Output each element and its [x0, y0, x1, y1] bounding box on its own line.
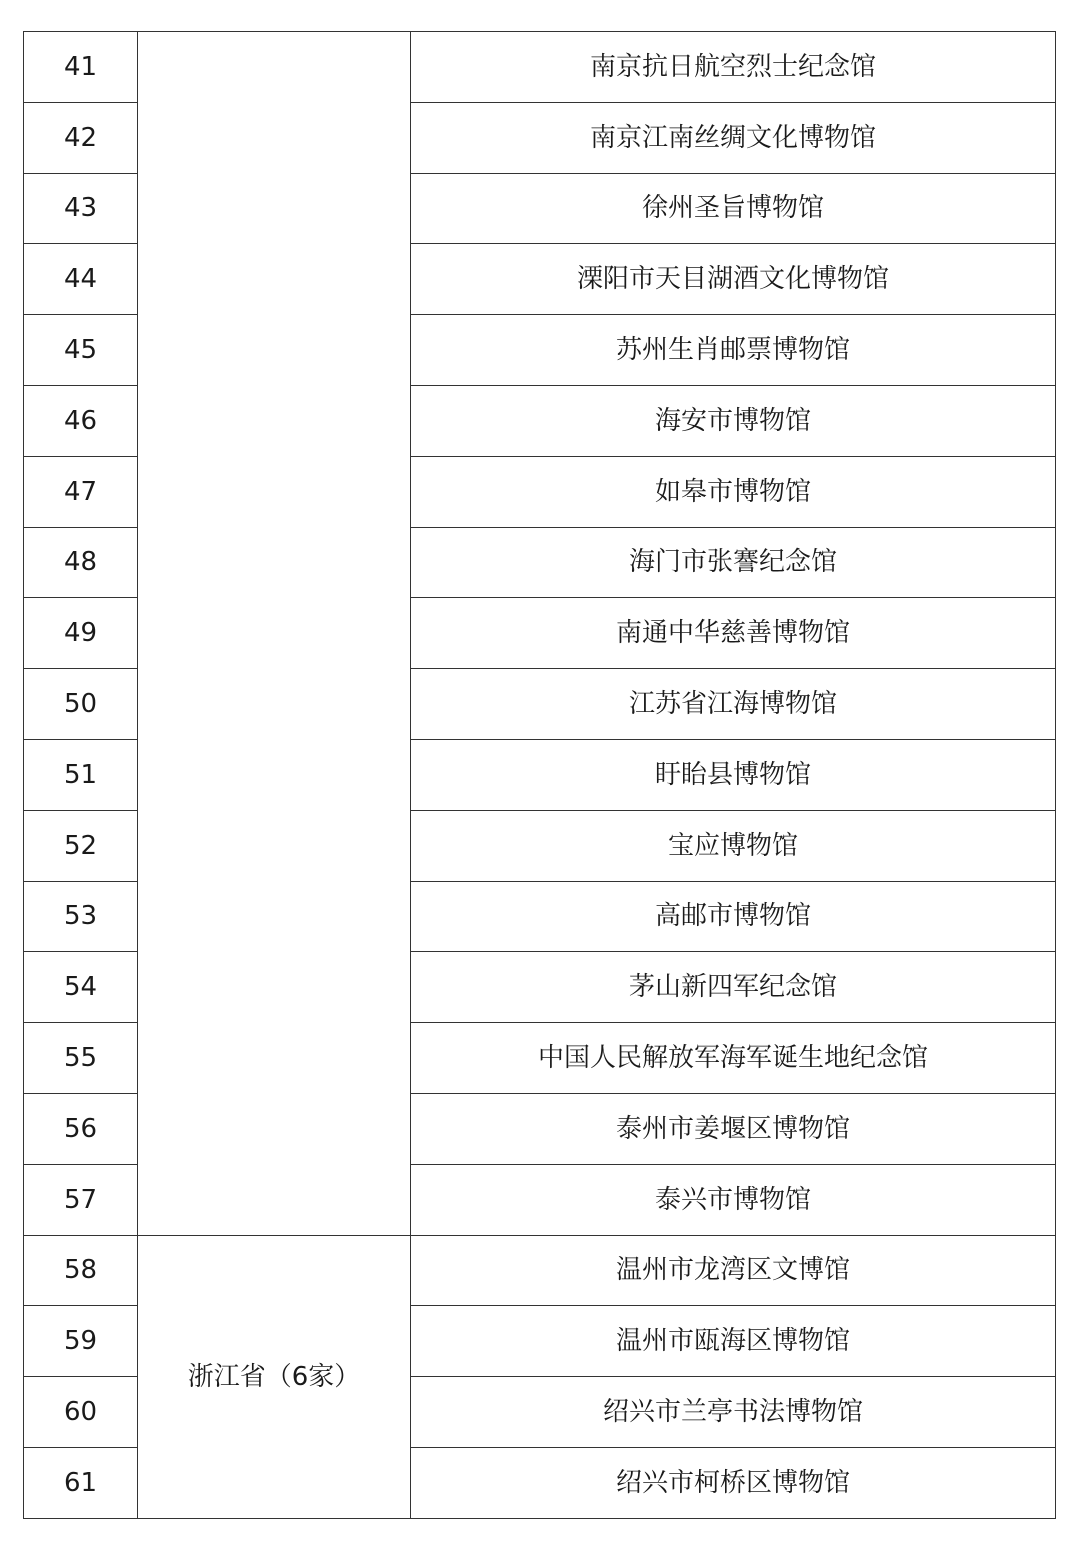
museum-name: 海安市博物馆 — [411, 385, 1056, 456]
museum-name: 高邮市博物馆 — [411, 881, 1056, 952]
museum-list-table-wrap — [23, 31, 1056, 1519]
museum-name: 温州市瓯海区博物馆 — [411, 1306, 1056, 1377]
row-number: 61 — [24, 1447, 138, 1518]
province-cell-zhejiang: 浙江省（6家） — [138, 1235, 411, 1518]
museum-name: 溧阳市天目湖酒文化博物馆 — [411, 244, 1056, 315]
row-number: 48 — [24, 527, 138, 598]
museum-name: 苏州生肖邮票博物馆 — [411, 315, 1056, 386]
museum-name: 茅山新四军纪念馆 — [411, 952, 1056, 1023]
museum-list-table — [23, 31, 1056, 1519]
row-number: 47 — [24, 456, 138, 527]
museum-name: 中国人民解放军海军诞生地纪念馆 — [411, 1023, 1056, 1094]
row-number: 54 — [24, 952, 138, 1023]
museum-name: 南京抗日航空烈士纪念馆 — [411, 32, 1056, 103]
museum-name: 宝应博物馆 — [411, 810, 1056, 881]
row-number: 56 — [24, 1093, 138, 1164]
row-number: 51 — [24, 739, 138, 810]
museum-name: 徐州圣旨博物馆 — [411, 173, 1056, 244]
museum-name: 南通中华慈善博物馆 — [411, 598, 1056, 669]
table-row — [24, 1235, 1056, 1306]
row-number: 58 — [24, 1235, 138, 1306]
row-number: 46 — [24, 385, 138, 456]
row-number: 60 — [24, 1377, 138, 1448]
row-number: 44 — [24, 244, 138, 315]
museum-name: 绍兴市柯桥区博物馆 — [411, 1447, 1056, 1518]
row-number: 55 — [24, 1023, 138, 1094]
row-number: 52 — [24, 810, 138, 881]
museum-name: 盱眙县博物馆 — [411, 739, 1056, 810]
museum-name: 江苏省江海博物馆 — [411, 669, 1056, 740]
table-row — [24, 32, 1056, 103]
row-number: 45 — [24, 315, 138, 386]
row-number: 50 — [24, 669, 138, 740]
row-number: 41 — [24, 32, 138, 103]
row-number: 49 — [24, 598, 138, 669]
province-cell-jiangsu — [138, 32, 411, 1236]
row-number: 53 — [24, 881, 138, 952]
row-number: 42 — [24, 102, 138, 173]
row-number: 59 — [24, 1306, 138, 1377]
museum-name: 海门市张謇纪念馆 — [411, 527, 1056, 598]
museum-name: 泰州市姜堰区博物馆 — [411, 1093, 1056, 1164]
museum-name: 泰兴市博物馆 — [411, 1164, 1056, 1235]
museum-name: 绍兴市兰亭书法博物馆 — [411, 1377, 1056, 1448]
row-number: 43 — [24, 173, 138, 244]
museum-name: 南京江南丝绸文化博物馆 — [411, 102, 1056, 173]
row-number: 57 — [24, 1164, 138, 1235]
museum-name: 温州市龙湾区文博馆 — [411, 1235, 1056, 1306]
museum-name: 如皋市博物馆 — [411, 456, 1056, 527]
